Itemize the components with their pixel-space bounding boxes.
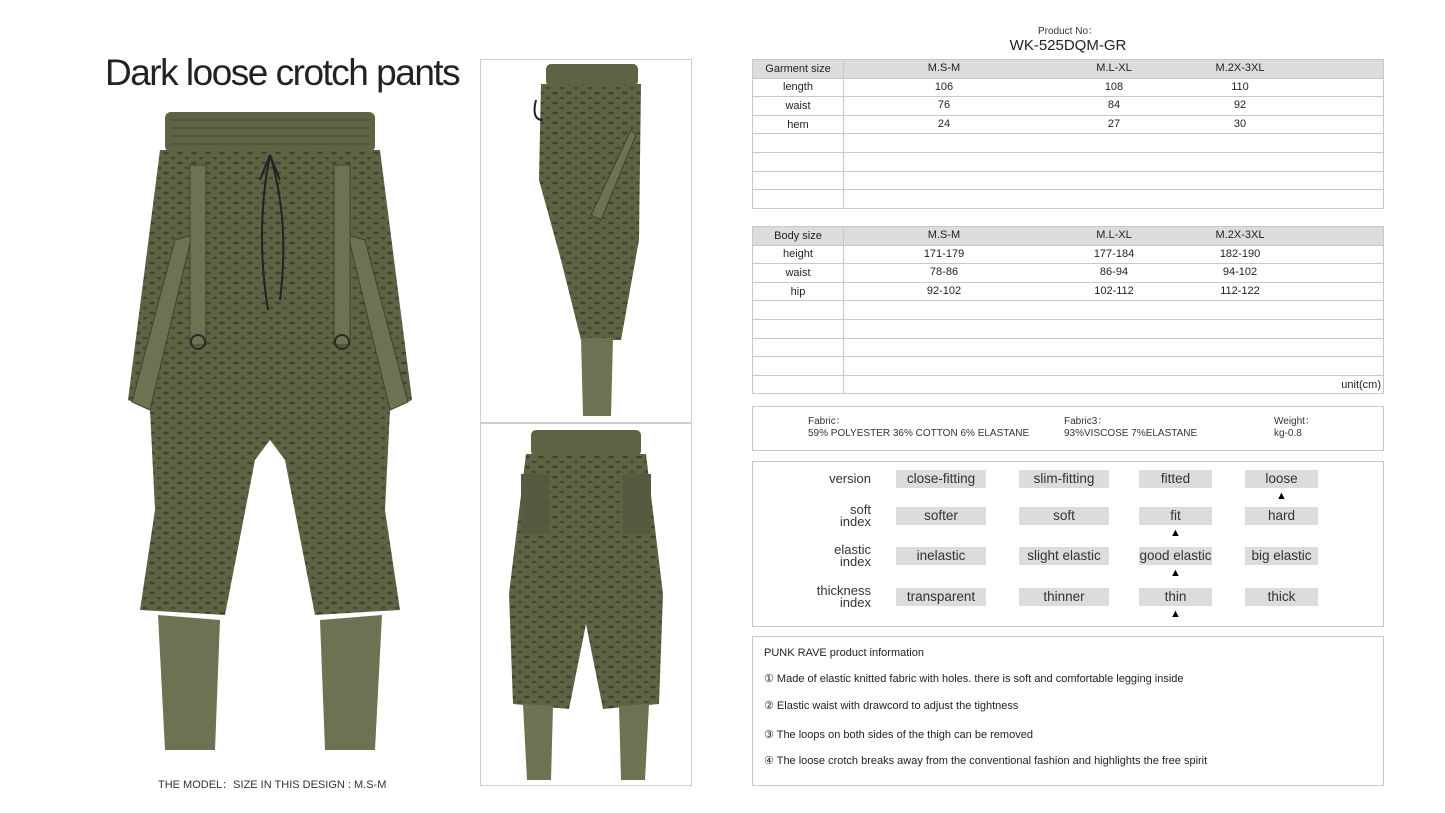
size-header: M.2X-3XL: [1215, 229, 1265, 241]
fabric3-composition: [1064, 416, 1197, 440]
body-size-table: [752, 226, 1384, 394]
table-row: [753, 97, 1384, 116]
unit-row: [753, 375, 1384, 394]
info-item: ① Made of elastic knitted fabric with holes. there is soft and comfortable legging inside: [764, 673, 1184, 685]
empty-row: [753, 171, 1384, 190]
option-pill: inelastic: [896, 547, 986, 565]
empty-row: [753, 301, 1384, 320]
attribute-label: version: [829, 471, 871, 486]
fabric-value: 59% POLYESTER 36% COTTON 6% ELASTANE: [808, 428, 1030, 439]
cell-value: 106: [934, 80, 954, 93]
cell-value: 86-94: [1099, 266, 1129, 279]
cell-value: 171-179: [923, 247, 965, 260]
weight-value: kg-0.8: [1274, 428, 1302, 439]
size-header: M.2X-3XL: [1215, 62, 1265, 74]
cell-value: 108: [1104, 80, 1124, 93]
option-pill: soft: [1019, 507, 1109, 525]
option-pill: big elastic: [1245, 547, 1318, 565]
option-pill: slim-fitting: [1019, 470, 1109, 488]
table-row: [753, 78, 1384, 97]
option-pill: fit: [1139, 507, 1212, 525]
table-header-row: [753, 227, 1384, 246]
cell-value: 182-190: [1219, 247, 1261, 260]
table-row: [753, 264, 1384, 283]
cell-value: 110: [1231, 80, 1249, 93]
cell-value: 76: [937, 99, 951, 112]
row-label: length: [753, 78, 844, 97]
attribute-scales: [752, 461, 1384, 627]
info-item: ③ The loops on both sides of the thigh can be removed: [764, 729, 1033, 741]
cell-value: 24: [937, 117, 951, 130]
fabric3-value: 93%VISCOSE 7%ELASTANE: [1064, 428, 1198, 439]
option-pill: slight elastic: [1019, 547, 1109, 565]
cell-value: 112-122: [1220, 284, 1260, 297]
cell-value: 102-112: [1094, 284, 1134, 297]
empty-row: [753, 338, 1384, 357]
info-item: ④ The loose crotch breaks away from the conventional fashion and highlights the free spirit: [764, 755, 1208, 767]
product-number-value: WK-525DQM-GR: [1009, 37, 1127, 54]
option-pill: transparent: [896, 588, 986, 606]
cell-value: 92: [1233, 99, 1247, 112]
thickness-index-scale: [753, 583, 1383, 628]
option-pill: thin: [1139, 588, 1212, 606]
selected-marker-icon: ▲: [1170, 608, 1181, 620]
cell-value: 177-184: [1093, 247, 1135, 260]
row-label: hip: [753, 282, 844, 301]
cell-value: 30: [1233, 117, 1247, 130]
cell-value: 92-102: [926, 284, 962, 297]
page-title: Dark loose crotch pants: [105, 52, 460, 93]
soft-index-scale: [753, 502, 1383, 547]
size-header: M.L-XL: [1096, 62, 1132, 74]
selected-marker-icon: ▲: [1276, 490, 1287, 502]
fabric-composition: [808, 416, 1029, 440]
cell-value: 27: [1107, 117, 1121, 130]
cell-value: 84: [1107, 99, 1121, 112]
table-row: [753, 282, 1384, 301]
option-pill: good elastic: [1139, 548, 1212, 563]
empty-row: [753, 357, 1384, 376]
table-row: [753, 245, 1384, 264]
row-label: height: [753, 245, 844, 264]
fabric-info-box: [752, 406, 1384, 451]
table-header-row: [753, 60, 1384, 79]
info-heading: PUNK RAVE product information: [764, 647, 924, 659]
option-pill: hard: [1245, 507, 1318, 525]
product-info-box: [752, 636, 1384, 786]
body-size-label: Body size: [753, 227, 844, 246]
fabric3-label: Fabric3：: [1064, 416, 1108, 427]
option-pill: loose: [1245, 470, 1318, 488]
garment-size-table: [752, 59, 1384, 209]
size-header: M.L-XL: [1096, 229, 1132, 241]
table-row: [753, 115, 1384, 134]
garment-size-label: Garment size: [753, 60, 844, 79]
option-pill: close-fitting: [896, 470, 986, 488]
product-number-label: Product No：: [1037, 26, 1099, 37]
option-pill: softer: [896, 507, 986, 525]
option-pill: fitted: [1139, 470, 1212, 488]
attribute-label: soft index: [839, 502, 871, 529]
weight-label: Weight：: [1274, 416, 1315, 427]
side-view-photo: [481, 60, 691, 422]
size-header: M.S-M: [927, 229, 961, 241]
cell-value: 94-102: [1222, 266, 1258, 279]
empty-row: [753, 134, 1384, 153]
model-size-note: THE MODEL：SIZE IN THIS DESIGN : M.S-M: [158, 779, 387, 791]
row-label: hem: [753, 115, 844, 134]
fabric-label: Fabric：: [808, 416, 846, 427]
empty-row: [753, 319, 1384, 338]
elastic-index-scale: [753, 542, 1383, 587]
selected-marker-icon: ▲: [1170, 567, 1181, 579]
product-number: [1003, 26, 1133, 54]
weight-info: [1274, 416, 1315, 440]
back-view-photo: [481, 424, 691, 785]
attribute-label: elastic index: [834, 542, 871, 569]
selected-marker-icon: ▲: [1170, 527, 1181, 539]
row-label: waist: [753, 264, 844, 283]
empty-row: [753, 152, 1384, 171]
option-pill: thinner: [1019, 588, 1109, 606]
option-pill: thick: [1245, 588, 1318, 606]
size-header: M.S-M: [927, 62, 961, 74]
info-item: ② Elastic waist with drawcord to adjust the tightness: [764, 700, 1019, 712]
cell-value: 78-86: [929, 266, 959, 279]
empty-row: [753, 190, 1384, 209]
side-view-photo-frame: [480, 59, 692, 423]
attribute-label: thickness index: [816, 583, 871, 610]
front-product-photo: [120, 110, 420, 760]
back-view-photo-frame: [480, 423, 692, 786]
row-label: waist: [753, 97, 844, 116]
unit-label: unit(cm): [844, 375, 1384, 394]
